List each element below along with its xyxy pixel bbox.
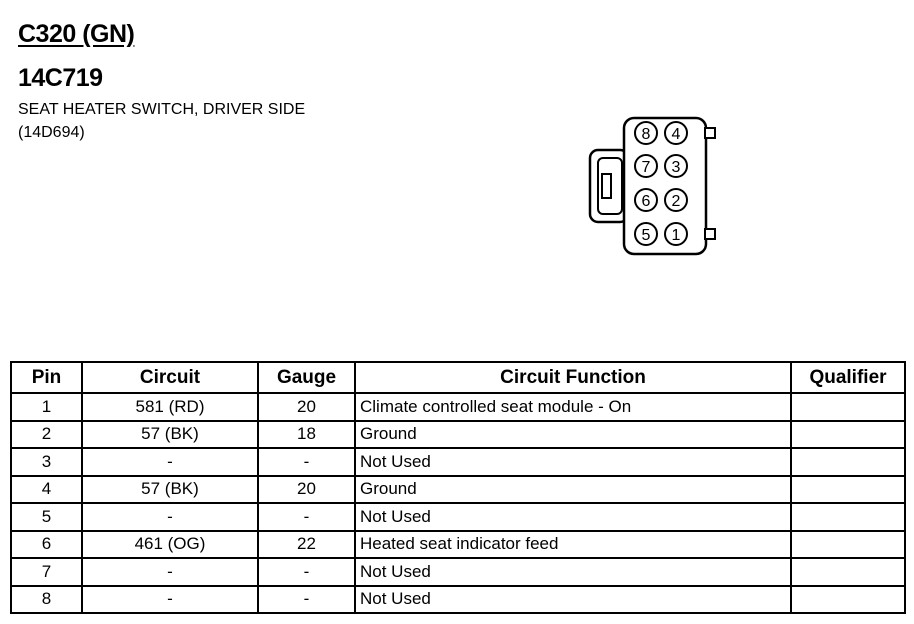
cell-gauge: 18 [258, 421, 355, 449]
connector-lock-latch [602, 174, 611, 198]
cell-gauge: - [258, 558, 355, 586]
cell-qualifier [791, 421, 905, 449]
part-number: 14C719 [18, 64, 103, 92]
header-circuit: Circuit [82, 362, 258, 393]
cell-pin: 4 [11, 476, 82, 504]
svg-text:3: 3 [671, 159, 681, 176]
cell-pin: 8 [11, 586, 82, 614]
cell-pin: 1 [11, 393, 82, 421]
cell-function: Climate controlled seat module - On [355, 393, 791, 421]
pin-cavity-2 [665, 189, 687, 211]
connector-id: C320 (GN) [18, 20, 135, 48]
cell-function: Not Used [355, 558, 791, 586]
cell-function: Heated seat indicator feed [355, 531, 791, 559]
cell-qualifier [791, 448, 905, 476]
pin-cavity-6 [635, 189, 657, 211]
pin-cavity-7 [635, 155, 657, 177]
cell-circuit: 57 (BK) [82, 421, 258, 449]
cell-function: Not Used [355, 448, 791, 476]
table-row [11, 503, 905, 531]
cell-gauge: 22 [258, 531, 355, 559]
description-line-2: (14D694) [18, 124, 85, 141]
pin-cavity-5 [635, 223, 657, 245]
table-row [11, 476, 905, 504]
cell-gauge: - [258, 503, 355, 531]
svg-text:8: 8 [641, 126, 651, 143]
component-description [18, 98, 305, 144]
pin-cavity-3 [665, 155, 687, 177]
pin-cavity-8 [635, 122, 657, 144]
connector-face-diagram [588, 112, 728, 262]
cell-function: Not Used [355, 586, 791, 614]
cell-qualifier [791, 393, 905, 421]
pin-cavity-4 [665, 122, 687, 144]
cell-qualifier [791, 503, 905, 531]
table-row [11, 558, 905, 586]
cell-pin: 2 [11, 421, 82, 449]
table-row [11, 531, 905, 559]
cell-pin: 6 [11, 531, 82, 559]
table-row [11, 586, 905, 614]
cell-qualifier [791, 476, 905, 504]
table-row [11, 448, 905, 476]
cell-gauge: 20 [258, 393, 355, 421]
cell-function: Not Used [355, 503, 791, 531]
header-qualifier: Qualifier [791, 362, 905, 393]
header-circuit-function: Circuit Function [355, 362, 791, 393]
cell-circuit: 581 (RD) [82, 393, 258, 421]
connector-key-bottom [705, 229, 715, 239]
svg-text:4: 4 [671, 126, 681, 143]
description-line-1: SEAT HEATER SWITCH, DRIVER SIDE [18, 101, 306, 118]
svg-text:6: 6 [641, 193, 651, 210]
table-row [11, 393, 905, 421]
cell-gauge: 20 [258, 476, 355, 504]
cell-pin: 7 [11, 558, 82, 586]
cell-circuit: - [82, 586, 258, 614]
header-pin: Pin [11, 362, 82, 393]
cell-pin: 3 [11, 448, 82, 476]
cell-pin: 5 [11, 503, 82, 531]
header-gauge: Gauge [258, 362, 355, 393]
cell-function: Ground [355, 421, 791, 449]
cell-circuit: - [82, 448, 258, 476]
svg-text:7: 7 [641, 159, 651, 176]
svg-text:5: 5 [641, 227, 651, 244]
cell-circuit: - [82, 558, 258, 586]
svg-text:1: 1 [671, 227, 681, 244]
connector-key-top [705, 128, 715, 138]
table-row [11, 421, 905, 449]
cell-gauge: - [258, 586, 355, 614]
cell-qualifier [791, 531, 905, 559]
cell-circuit: 57 (BK) [82, 476, 258, 504]
cell-gauge: - [258, 448, 355, 476]
pin-cavity-1 [665, 223, 687, 245]
svg-text:2: 2 [671, 193, 681, 210]
table-header-row [11, 362, 905, 393]
cell-circuit: - [82, 503, 258, 531]
cell-qualifier [791, 586, 905, 614]
pinout-table [10, 361, 906, 614]
cell-circuit: 461 (OG) [82, 531, 258, 559]
cell-function: Ground [355, 476, 791, 504]
cell-qualifier [791, 558, 905, 586]
